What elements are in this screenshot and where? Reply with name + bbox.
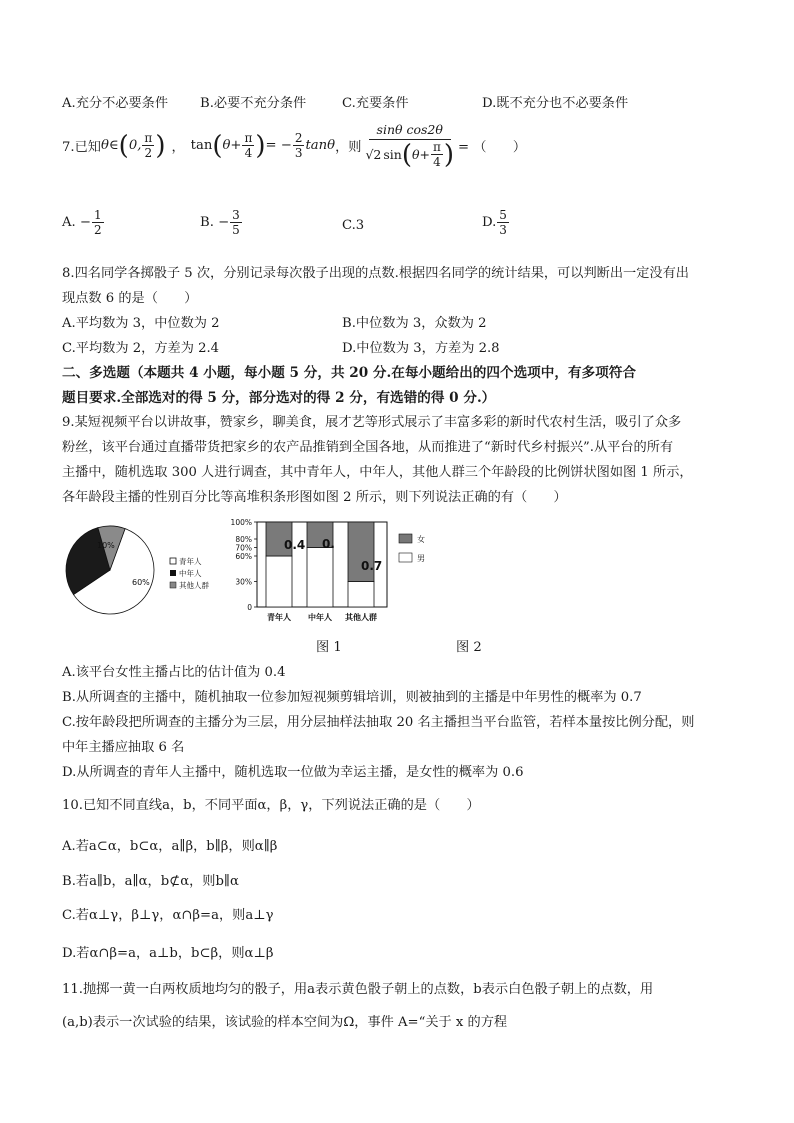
q8-option-d: D.中位数为 3，方差为 2.8 bbox=[342, 341, 500, 356]
q7-option-c: C.3 bbox=[342, 218, 365, 233]
section2-heading-line1: 二、多选题（本题共 4 小题，每小题 5 分，共 20 分.在每小题给出的四个选项中，有多项符合 bbox=[62, 365, 636, 381]
bar-male-segment bbox=[266, 556, 292, 607]
bar-legend-swatch-female bbox=[399, 534, 412, 543]
q10-option-c: C.若α⊥γ，β⊥γ，α∩β=a，则a⊥γ bbox=[62, 908, 274, 923]
bar-xtick-label: 青年人 bbox=[267, 613, 291, 622]
bar-ytick-label: 0 bbox=[247, 603, 252, 612]
q9-line1: 9.某短视频平台以讲故事，赞家乡，聊美食，展才艺等形式展示了丰富多彩的新时代农村生活，吸引了众多 bbox=[62, 415, 682, 430]
q9-option-d: D.从所调查的青年人主播中，随机选取一位做为幸运主播，是女性的概率为 0.6 bbox=[62, 765, 524, 780]
stacked-bar-figure2 bbox=[225, 515, 445, 630]
bar-xtick-label: 其他人群 bbox=[345, 613, 377, 622]
q9-option-c2: 中年主播应抽取 6 名 bbox=[62, 740, 185, 755]
figure1-caption: 图 1 bbox=[316, 640, 342, 655]
bar-ytick-label: 60% bbox=[235, 552, 252, 561]
q10-stem: 10.已知不同直线a，b，不同平面α，β，γ，下列说法正确的是（ ） bbox=[62, 798, 480, 813]
q8-option-c: C.平均数为 2，方差为 2.4 bbox=[62, 341, 220, 356]
bar-annotation-youth: 0.4 bbox=[284, 538, 306, 552]
q9-line2: 粉丝，该平台通过直播带货把家乡的农产品推销到全国各地，从而推进了“新时代乡村振兴”.从平台的所有 bbox=[62, 440, 674, 455]
bar-annotation-middle: 0. bbox=[322, 537, 335, 551]
pie-label-60: 60% bbox=[132, 578, 150, 587]
bar-male-segment bbox=[307, 548, 333, 608]
q9-option-a: A.该平台女性主播占比的估计值为 0.4 bbox=[62, 665, 286, 680]
bar-ytick-label: 100% bbox=[230, 518, 252, 527]
q7-option-a: A. − $\frac{1}{2}$ bbox=[62, 208, 102, 237]
q9-option-c1: C.按年龄段把所调查的主播分为三层，用分层抽样法抽取 20 名主播担当平台监管，若样本量按比例分配，则 bbox=[62, 715, 695, 730]
q9-option-b: B.从所调查的主播中，随机抽取一位参加短视频剪辑培训，则被抽到的主播是中年男性的概率为 0.7 bbox=[62, 690, 642, 705]
bar-xtick-label: 中年人 bbox=[308, 613, 332, 622]
bar-ytick-label: 70% bbox=[235, 543, 252, 553]
q8-option-b: B.中位数为 3，众数为 2 bbox=[342, 316, 487, 331]
pie-legend-swatch-youth bbox=[170, 558, 176, 564]
q6-option-b: B.必要不充分条件 bbox=[200, 96, 307, 111]
q7-stem: 7.已知 θ∈ ( 0, $\frac{\pi}{2}$ ) ， tan ( θ+ $\frac{\pi}{4}$ ) = − $\frac{2}{3}$ tanθ ，则 sinθ cos2θ √2 sin ( θ+ $\frac{\pi}{4}$ ) = （ ） bbox=[62, 122, 527, 170]
pie-legend-other: 其他人群 bbox=[179, 581, 209, 590]
q9-line4: 各年龄段主播的性别百分比等高堆积条形图如图 2 所示，则下列说法正确的有（ ） bbox=[62, 490, 567, 505]
q8-line2: 现点数 6 的是（ ） bbox=[62, 291, 198, 306]
q7-main-fraction: sinθ cos2θ √2 sin ( θ+ $\frac{\pi}{4}$ ) bbox=[365, 122, 455, 170]
q10-option-d: D.若α∩β=a，a⊥b，b⊂β，则α⊥β bbox=[62, 946, 274, 961]
bar-legend-male: 男 bbox=[417, 554, 425, 563]
pie-legend-middle: 中年人 bbox=[179, 569, 202, 578]
bar-legend-female: 女 bbox=[417, 535, 425, 544]
q10-option-b: B.若a∥b，a∥α，b⊄α，则b∥α bbox=[62, 874, 239, 889]
q11-line2: (a,b)表示一次试验的结果，该试验的样本空间为Ω，事件 A=“关于 x 的方程 bbox=[62, 1015, 508, 1030]
bar-legend-swatch-male bbox=[399, 553, 412, 562]
q9-line3: 主播中，随机选取 300 人进行调查，其中青年人，中年人，其他人群三个年龄段的比例饼状图如图 1 所示， bbox=[62, 465, 693, 480]
q7-cond: θ∈ bbox=[100, 138, 119, 153]
bar-ytick-label: 30% bbox=[235, 577, 252, 587]
pie-chart-figure1 bbox=[62, 522, 222, 622]
q7-option-b: B. − $\frac{3}{5}$ bbox=[200, 208, 240, 237]
q7-prefix: 7.已知 bbox=[62, 140, 101, 155]
q7-frac-pi-2: $\frac{\pi}{2}$ bbox=[144, 131, 153, 160]
q11-line1: 11.抛掷一黄一白两枚质地均匀的骰子，用a表示黄色骰子朝上的点数，b表示白色骰子朝上的点数，用 bbox=[62, 982, 654, 997]
bar-ytick-label: 80% bbox=[235, 535, 252, 544]
figure2-caption: 图 2 bbox=[456, 640, 482, 655]
pie-legend-swatch-other bbox=[170, 582, 176, 588]
pie-legend-swatch-middle bbox=[170, 570, 176, 576]
q10-option-a: A.若a⊂α，b⊂α，a∥β，b∥β，则α∥β bbox=[62, 839, 278, 854]
section2-heading-line2: 题目要求.全部选对的得 5 分，部分选对的得 2 分，有选错的得 0 分.） bbox=[62, 390, 496, 406]
q8-line1: 8.四名同学各掷骰子 5 次，分别记录每次骰子出现的点数.根据四名同学的统计结果，可以判断出一定没有出 bbox=[62, 266, 689, 281]
bar-annotation-other: 0.7 bbox=[361, 559, 383, 573]
bar-male-segment bbox=[348, 582, 374, 608]
q7-option-d: D. $\frac{5}{3}$ bbox=[482, 208, 507, 237]
q6-option-a: A.充分不必要条件 bbox=[62, 96, 169, 111]
pie-label-10: 10% bbox=[97, 541, 115, 550]
q6-option-c: C.充要条件 bbox=[342, 96, 409, 111]
pie-legend-youth: 青年人 bbox=[179, 557, 202, 566]
q8-option-a: A.平均数为 3，中位数为 2 bbox=[62, 316, 220, 331]
q6-option-d: D.既不充分也不必要条件 bbox=[482, 96, 629, 111]
